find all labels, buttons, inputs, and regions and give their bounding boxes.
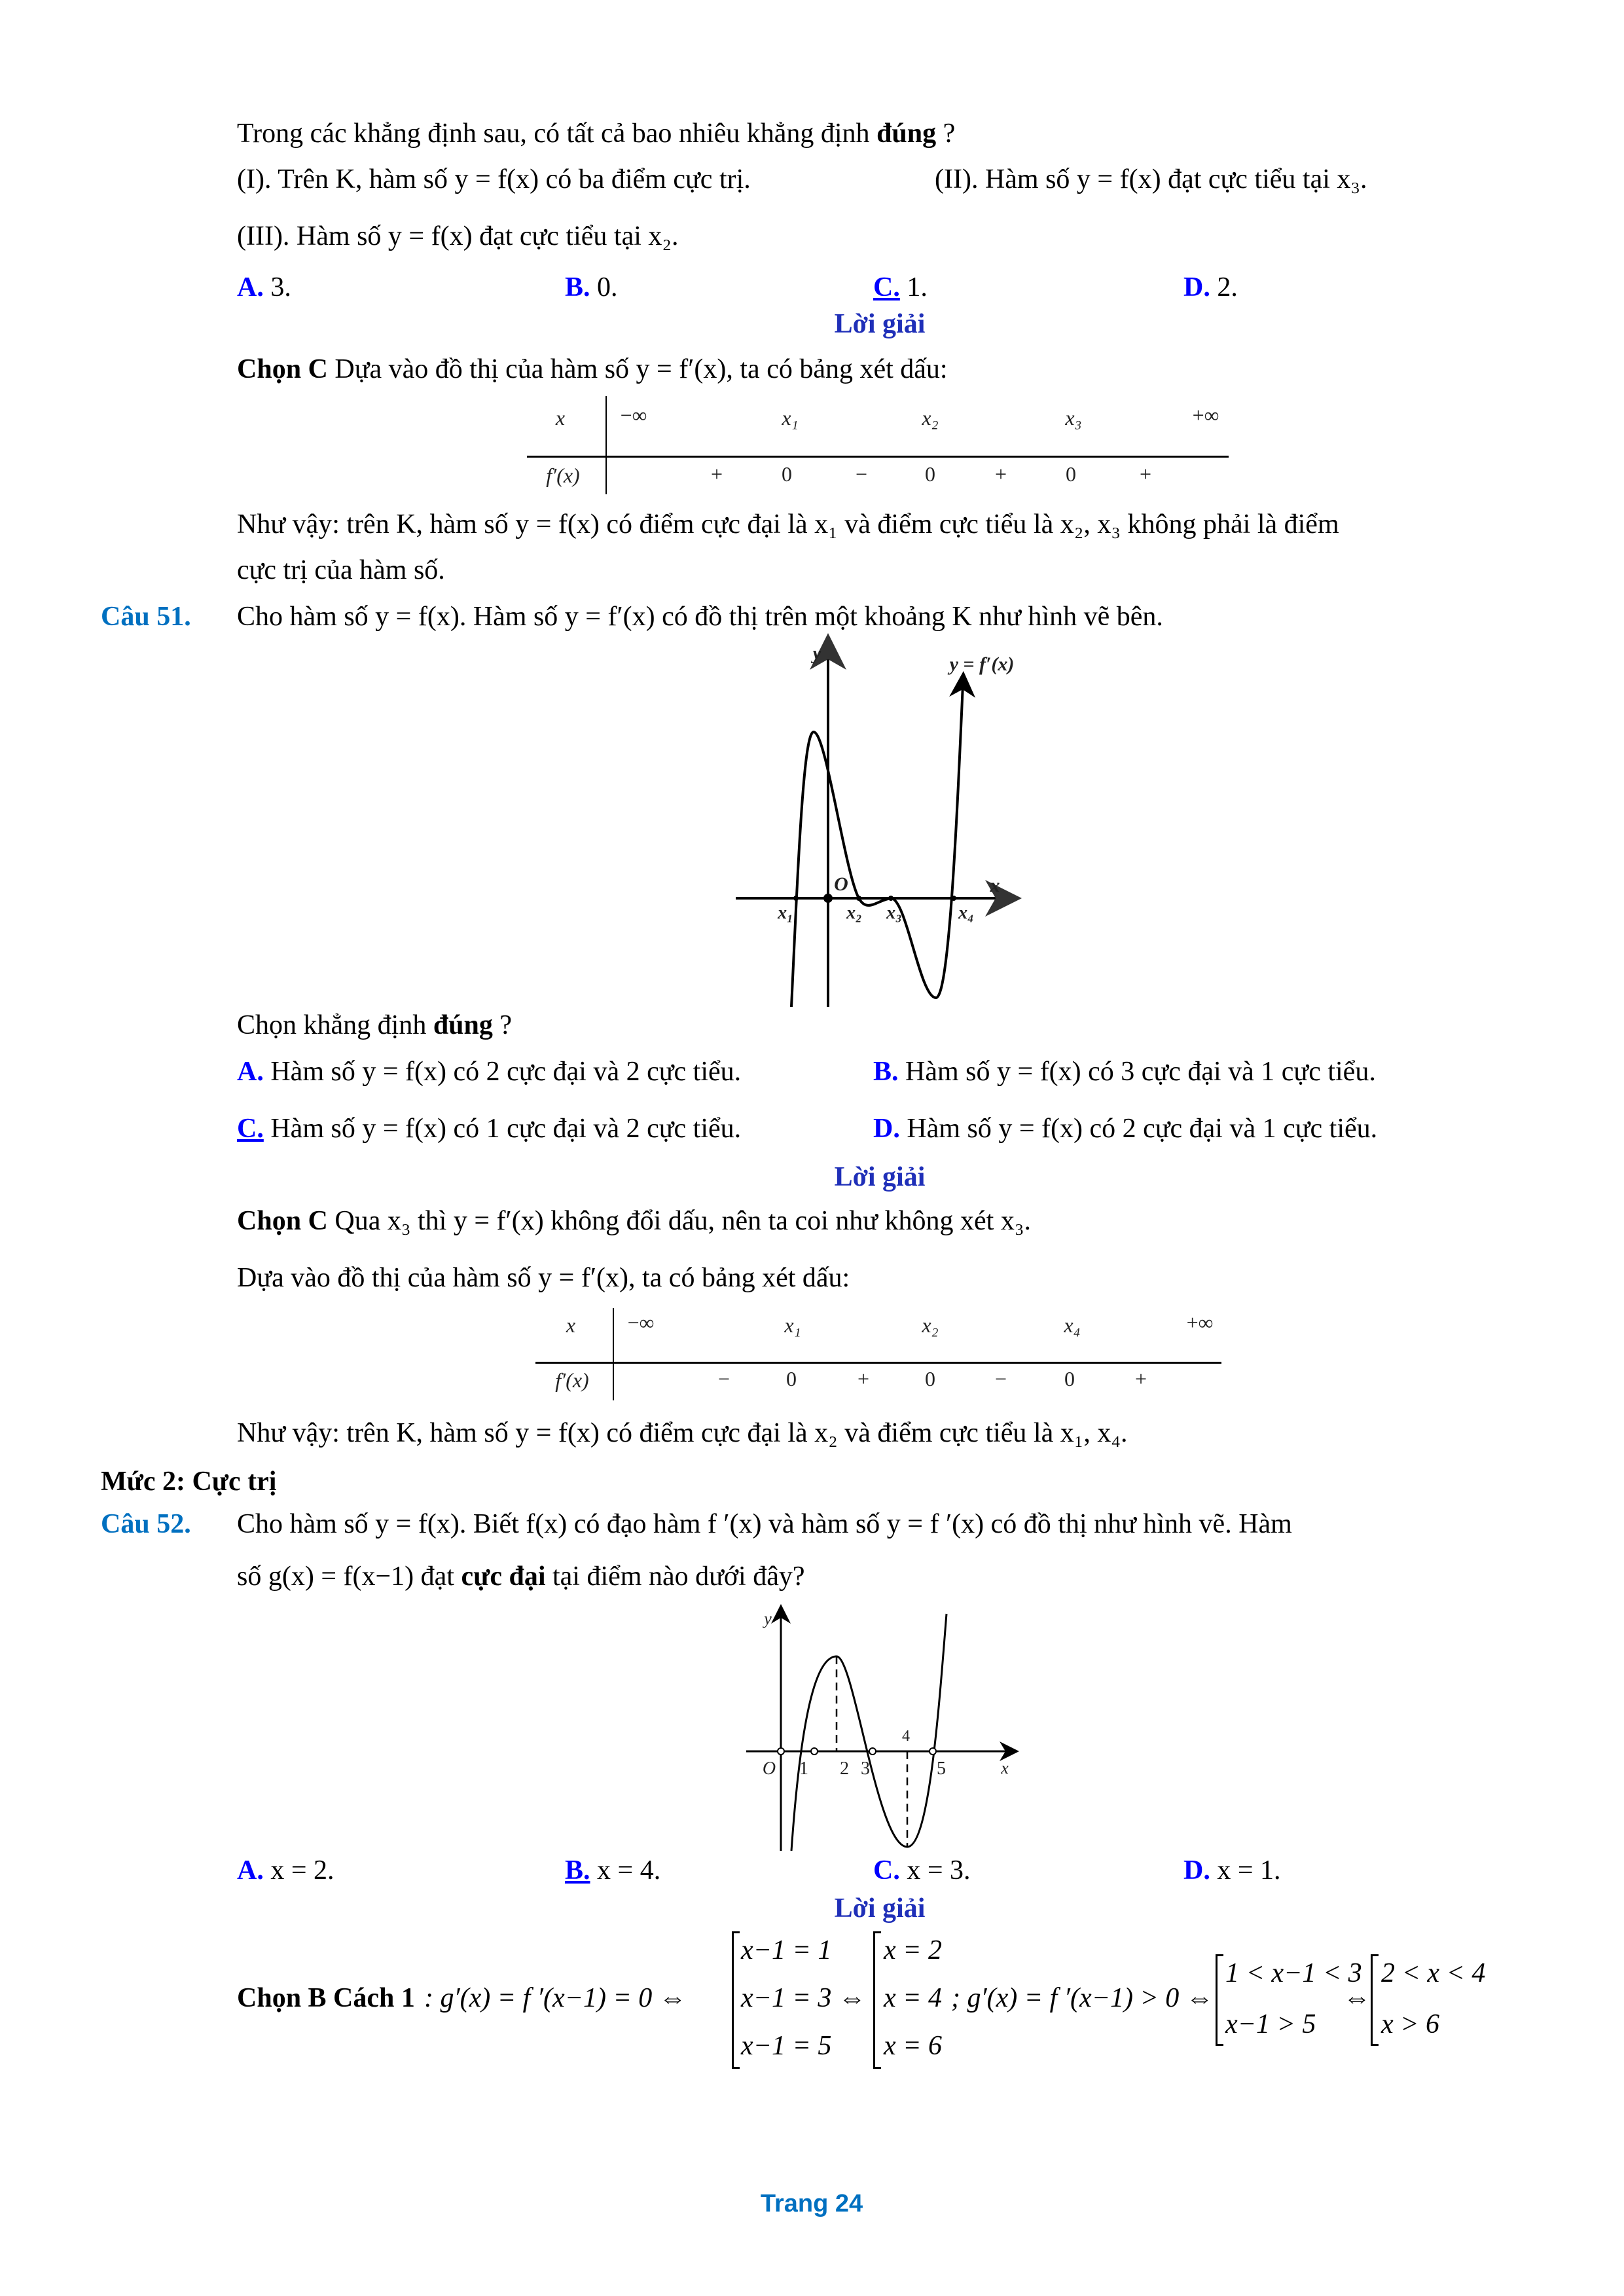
q52-option-a[interactable] bbox=[237, 1857, 334, 1884]
q50-conclusion-2: cực trị của hàm số. bbox=[237, 555, 445, 585]
option-text: x = 4. bbox=[590, 1855, 661, 1886]
option-letter: C. bbox=[873, 1855, 900, 1886]
table-header-cell: x₄ bbox=[1064, 1313, 1081, 1337]
graph-tick-label: 5 bbox=[937, 1758, 946, 1779]
option-letter: D. bbox=[873, 1114, 900, 1144]
graph-y-label: y bbox=[764, 1609, 772, 1628]
sign-cell: + bbox=[994, 462, 1007, 486]
graph-root-label: x₃ bbox=[886, 903, 902, 923]
graph-tick-label: 2 bbox=[840, 1758, 849, 1779]
table-header-cell: x₂ bbox=[922, 406, 939, 429]
q51-ask bbox=[237, 1011, 512, 1039]
solution-choice: Chọn C bbox=[237, 1206, 328, 1236]
option-text: 2. bbox=[1210, 272, 1238, 302]
q51-solution-title: Lời giải bbox=[834, 1162, 926, 1192]
sign-cell: 0 bbox=[786, 1367, 797, 1391]
q52-option-d[interactable] bbox=[1183, 1857, 1281, 1884]
sign-cell: 0 bbox=[925, 1367, 935, 1391]
root-point bbox=[869, 1748, 876, 1755]
solution-choice: Chọn C bbox=[237, 354, 328, 384]
table-divider bbox=[535, 1362, 1221, 1364]
graph-tick-label: 3 bbox=[861, 1758, 870, 1779]
option-text: Hàm số y = f(x) có 1 cực đại và 2 cực tiểu. bbox=[263, 1114, 742, 1144]
q50-statement-2: (II). Hàm số y = f(x) đạt cực tiểu tại x₃. bbox=[935, 164, 1367, 194]
sign-cell: + bbox=[1139, 462, 1152, 486]
q50-solution-title: Lời giải bbox=[834, 309, 926, 339]
prompt-end: tại điểm nào dưới đây? bbox=[545, 1561, 805, 1592]
option-text: 1. bbox=[899, 272, 928, 302]
formula-case: x = 4 bbox=[884, 1983, 942, 2013]
q52-number: Câu 52. bbox=[101, 1509, 191, 1539]
formula-part: ; g′(x) = f ′(x−1) > 0 ⇔ bbox=[951, 1983, 1214, 2013]
formula-case: 1 < x−1 < 3 bbox=[1225, 1958, 1362, 1988]
sign-cell: + bbox=[857, 1367, 870, 1391]
table-row-label: f′(x) bbox=[546, 464, 580, 487]
q50-statement-1: (I). Trên K, hàm số y = f(x) có ba điểm cực trị. bbox=[237, 164, 751, 194]
graph-tick-label: 4 bbox=[902, 1728, 910, 1745]
option-letter: A. bbox=[237, 1057, 264, 1087]
sign-cell: − bbox=[994, 1367, 1007, 1391]
option-text: x = 2. bbox=[263, 1855, 334, 1886]
table-header-cell: x₃ bbox=[1065, 406, 1082, 429]
option-letter-correct: C. bbox=[237, 1114, 264, 1144]
formula-case: x−1 = 1 bbox=[741, 1935, 832, 1965]
origin-point bbox=[823, 894, 833, 903]
q50-prompt-text: Trong các khẳng định sau, có tất cả bao nhiêu khẳng định bbox=[237, 118, 877, 149]
q51-option-a[interactable] bbox=[237, 1058, 741, 1085]
graph-x-label: x bbox=[1001, 1758, 1009, 1777]
sign-cell: + bbox=[710, 462, 723, 486]
option-text: Hàm số y = f(x) có 2 cực đại và 1 cực tiểu. bbox=[899, 1114, 1378, 1144]
graph-x-label: x bbox=[990, 875, 1000, 896]
bracket bbox=[873, 1931, 875, 2069]
table-divider bbox=[613, 1308, 614, 1400]
sign-cell: + bbox=[1134, 1367, 1147, 1391]
sign-cell: − bbox=[717, 1367, 731, 1391]
q52-solution-title: Lời giải bbox=[834, 1893, 926, 1923]
root-point bbox=[856, 896, 861, 901]
sign-cell: − bbox=[855, 462, 868, 486]
table-header-cell: x₁ bbox=[782, 406, 799, 429]
graph-origin-label: O bbox=[762, 1758, 776, 1779]
q50-prompt-end: ? bbox=[936, 118, 956, 149]
q51-number: Câu 51. bbox=[101, 602, 191, 632]
root-point bbox=[793, 896, 799, 901]
option-letter-correct: C. bbox=[873, 272, 900, 302]
solution-text: Qua x₃ thì y = f′(x) không đổi dấu, nên ta coi như không xét x₃. bbox=[327, 1206, 1031, 1236]
graph-root-label: x₁ bbox=[778, 903, 793, 923]
formula-case: x−1 > 5 bbox=[1225, 2009, 1316, 2039]
sign-cell: 0 bbox=[925, 462, 935, 486]
q50-conclusion-1: Như vậy: trên K, hàm số y = f(x) có điểm cực đại là x₁ và điểm cực tiểu là x₂, x₃ không phải là điểm bbox=[237, 509, 1339, 539]
formula-case: x−1 = 5 bbox=[741, 2031, 832, 2061]
table-header-cell: x₂ bbox=[922, 1313, 939, 1337]
q51-conclusion: Như vậy: trên K, hàm số y = f(x) có điểm cực đại là x₂ và điểm cực tiểu là x₁, x₄. bbox=[237, 1418, 1128, 1448]
graph-tick-label: 1 bbox=[799, 1758, 808, 1779]
option-text: Hàm số y = f(x) có 3 cực đại và 1 cực tiểu. bbox=[898, 1057, 1376, 1087]
bracket bbox=[1216, 1954, 1218, 2046]
formula-equiv: ⇔ bbox=[1343, 1983, 1371, 2013]
sign-cell: 0 bbox=[1066, 462, 1076, 486]
formula-case: x = 2 bbox=[884, 1935, 942, 1965]
option-text: 3. bbox=[263, 272, 291, 302]
option-text: x = 3. bbox=[899, 1855, 971, 1886]
q52-prompt-2 bbox=[237, 1563, 805, 1590]
graph-y-label: y bbox=[812, 644, 821, 664]
table-row-label: f′(x) bbox=[555, 1368, 589, 1392]
solution-text: Dựa vào đồ thị của hàm số y = f′(x), ta có bảng xét dấu: bbox=[327, 354, 948, 384]
sign-cell: 0 bbox=[1064, 1367, 1075, 1391]
solution-choice: Chọn B Cách 1 bbox=[237, 1983, 415, 2013]
page-number: Trang 24 bbox=[760, 2190, 863, 2217]
q51-solution-2: Dựa vào đồ thị của hàm số y = f′(x), ta có bảng xét dấu: bbox=[237, 1263, 850, 1293]
q51-option-d[interactable] bbox=[873, 1115, 1377, 1142]
q50-prompt-bold: đúng bbox=[876, 118, 937, 149]
ask-bold: đúng bbox=[433, 1010, 493, 1040]
formula-case: 2 < x < 4 bbox=[1381, 1958, 1486, 1988]
graph-origin-label: O bbox=[834, 873, 848, 895]
q51-graph bbox=[736, 651, 1003, 1007]
option-letter: D. bbox=[1183, 1855, 1210, 1886]
option-letter: B. bbox=[565, 272, 590, 302]
table-header-cell: −∞ bbox=[620, 403, 647, 427]
option-letter: A. bbox=[237, 1855, 264, 1886]
q51-solution bbox=[237, 1207, 1031, 1235]
formula-case: x > 6 bbox=[1381, 2009, 1439, 2039]
q52-option-c[interactable] bbox=[873, 1857, 971, 1884]
option-text: Hàm số y = f(x) có 2 cực đại và 2 cực tiểu. bbox=[263, 1057, 742, 1087]
q50-statement-3: (III). Hàm số y = f(x) đạt cực tiểu tại x₂. bbox=[237, 221, 679, 251]
q51-option-c[interactable] bbox=[237, 1115, 741, 1142]
option-text: x = 1. bbox=[1210, 1855, 1281, 1886]
table-header-cell: +∞ bbox=[1186, 1311, 1214, 1334]
origin-point bbox=[778, 1748, 784, 1755]
option-letter: D. bbox=[1183, 272, 1210, 302]
table-header-cell: x₁ bbox=[784, 1313, 801, 1337]
derivative-curve bbox=[791, 1614, 947, 1851]
q51-prompt: Cho hàm số y = f(x). Hàm số y = f′(x) có đồ thị trên một khoảng K như hình vẽ bên. bbox=[237, 602, 1163, 632]
graph-root-label: x₄ bbox=[958, 903, 974, 923]
root-point bbox=[811, 1748, 818, 1755]
q52-graph bbox=[746, 1614, 1009, 1851]
q51-option-b[interactable] bbox=[873, 1058, 1376, 1085]
root-point bbox=[951, 896, 956, 901]
ask-end: ? bbox=[492, 1010, 513, 1040]
q52-prompt-1: Cho hàm số y = f(x). Biết f(x) có đạo hàm f ′(x) và hàm số y = f ′(x) có đồ thị như hình vẽ. Hàm bbox=[237, 1509, 1292, 1539]
formula-case: x−1 = 3 ⇔ bbox=[741, 1983, 866, 2013]
formula-part: : g′(x) = f ′(x−1) = 0 ⇔ bbox=[424, 1983, 687, 2013]
root-point bbox=[888, 896, 893, 901]
bracket bbox=[732, 1931, 734, 2069]
table-header-cell: x bbox=[555, 406, 566, 429]
graph-root-label: x₂ bbox=[846, 903, 862, 923]
option-letter-correct: B. bbox=[565, 1855, 590, 1886]
table-header-cell: −∞ bbox=[627, 1311, 655, 1334]
section-title: Mức 2: Cực trị bbox=[101, 1467, 277, 1497]
derivative-curve bbox=[791, 684, 963, 1007]
prompt-bold: cực đại bbox=[461, 1561, 546, 1592]
graph-curve-label: y = f′(x) bbox=[949, 653, 1015, 675]
option-letter: B. bbox=[873, 1057, 899, 1087]
root-point bbox=[929, 1748, 936, 1755]
ask-text: Chọn khẳng định bbox=[237, 1010, 433, 1040]
bracket bbox=[1371, 1954, 1373, 2046]
prompt-text: số g(x) = f(x−1) đạt bbox=[237, 1561, 461, 1592]
table-header-cell: x bbox=[566, 1313, 576, 1337]
sign-cell: 0 bbox=[782, 462, 792, 486]
table-header-cell: +∞ bbox=[1192, 403, 1219, 427]
q52-option-b[interactable] bbox=[565, 1857, 660, 1884]
option-text: 0. bbox=[590, 272, 618, 302]
option-letter: A. bbox=[237, 272, 264, 302]
formula-case: x = 6 bbox=[884, 2031, 942, 2061]
